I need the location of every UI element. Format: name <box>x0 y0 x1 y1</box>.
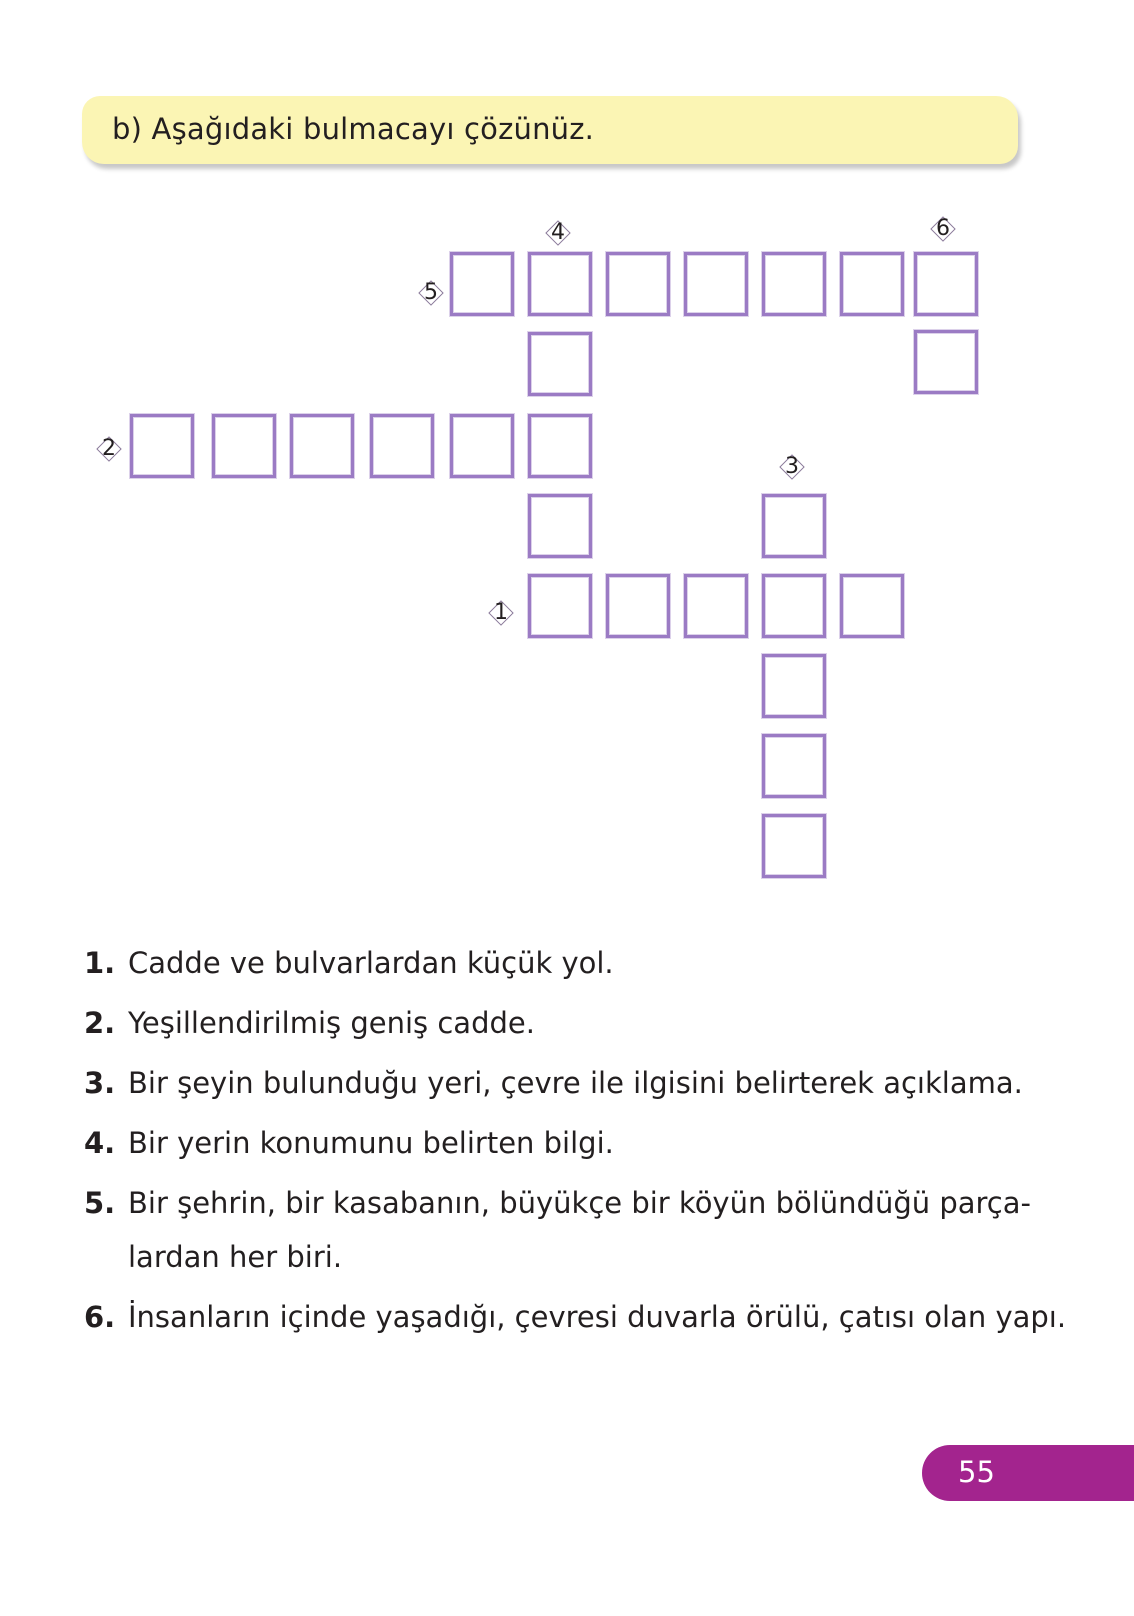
crossword-cell[interactable] <box>914 330 978 394</box>
instruction-banner <box>82 96 1018 164</box>
crossword-cell[interactable] <box>370 414 434 478</box>
crossword-cell[interactable] <box>290 414 354 478</box>
clue-number-4: 4 <box>543 218 573 248</box>
clue-number-6: 6 <box>928 214 958 244</box>
page-number-tab <box>922 1445 1134 1501</box>
crossword-cell[interactable] <box>606 574 670 638</box>
crossword-cell[interactable] <box>840 252 904 316</box>
clue-number-3: 3 <box>777 452 807 482</box>
crossword-cell[interactable] <box>762 814 826 878</box>
crossword-cell[interactable] <box>914 252 978 316</box>
crossword-cell[interactable] <box>450 414 514 478</box>
clue-number-5: 5 <box>416 278 446 308</box>
crossword-cell[interactable] <box>606 252 670 316</box>
crossword-cell[interactable] <box>840 574 904 638</box>
crossword-cell[interactable] <box>762 574 826 638</box>
crossword-cell[interactable] <box>528 494 592 558</box>
crossword-cell[interactable] <box>212 414 276 478</box>
clue-number-1: 1 <box>486 598 516 628</box>
crossword-cell[interactable] <box>528 332 592 396</box>
crossword-cell[interactable] <box>762 734 826 798</box>
crossword-cell[interactable] <box>762 494 826 558</box>
crossword-cell[interactable] <box>528 414 592 478</box>
clue-item: 2. Yeşillendirilmiş geniş cadde. <box>84 1006 535 1040</box>
clue-item: 1. Cadde ve bulvarlardan küçük yol. <box>84 946 614 980</box>
crossword-cell[interactable] <box>528 574 592 638</box>
instruction-text: b) Aşağıdaki bulmacayı çözünüz. <box>112 112 595 146</box>
crossword-cell[interactable] <box>450 252 514 316</box>
clue-item-continuation: lardan her biri. <box>128 1240 343 1274</box>
clue-item: 5. Bir şehrin, bir kasabanın, büyükçe bir köyün bölündüğü parça- <box>84 1186 1031 1220</box>
crossword-cell[interactable] <box>762 654 826 718</box>
clue-number-2: 2 <box>94 434 124 464</box>
crossword-cell[interactable] <box>684 574 748 638</box>
clue-item: 4. Bir yerin konumunu belirten bilgi. <box>84 1126 614 1160</box>
crossword-cell[interactable] <box>130 414 194 478</box>
page-number: 55 <box>958 1455 995 1489</box>
crossword-cell[interactable] <box>762 252 826 316</box>
clue-item: 3. Bir şeyin bulunduğu yeri, çevre ile ilgisini belirterek açıklama. <box>84 1066 1023 1100</box>
crossword-cell[interactable] <box>684 252 748 316</box>
clue-item: 6. İnsanların içinde yaşadığı, çevresi duvarla örülü, çatısı olan yapı. <box>84 1300 1067 1334</box>
crossword-cell[interactable] <box>528 252 592 316</box>
